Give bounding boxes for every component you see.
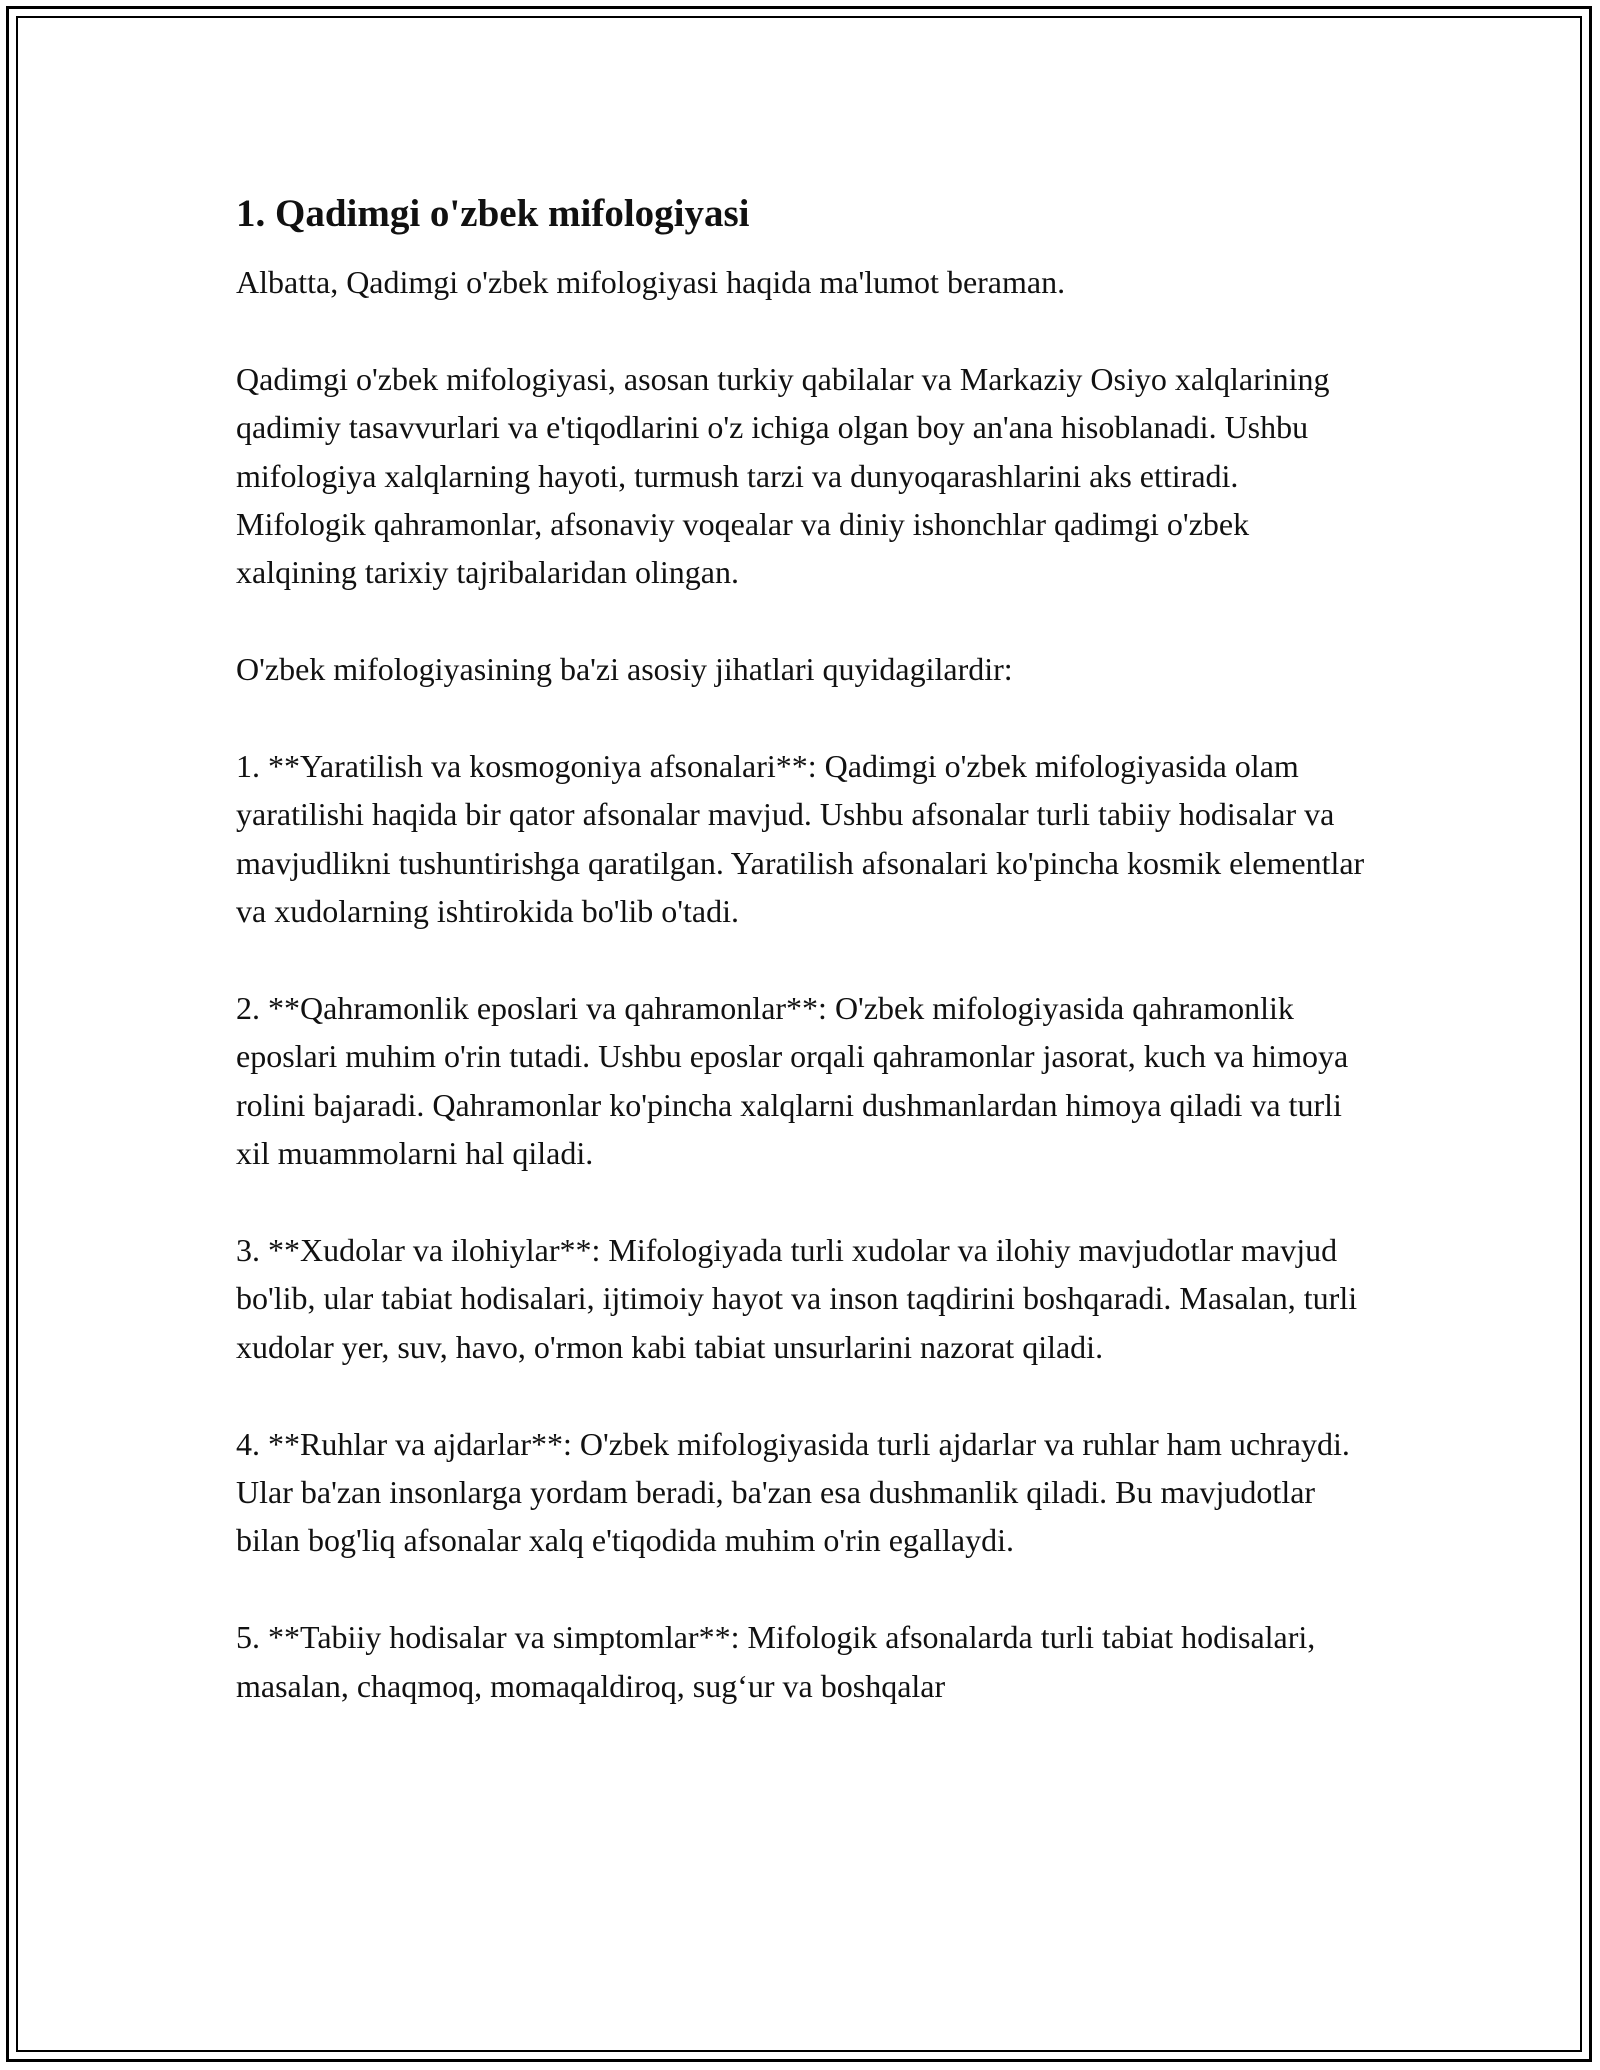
document-heading: 1. Qadimgi o'zbek mifologiyasi [236, 192, 750, 235]
aspects-lead-paragraph: O'zbek mifologiyasining ba'zi asosiy jihatlari quyidagilardir: [236, 651, 1013, 688]
list-item-natural-phenomena: 5. **Tabiiy hodisalar va simptomlar**: Mifologik afsonalarda turli tabiat hodisalari, masalan, chaqmoq, momaqaldiroq, sug‘ur va boshqalar [236, 1619, 1316, 1704]
list-item-heroic-epics: 2. **Qahramonlik eposlari va qahramonlar**: O'zbek mifologiyasida qahramonlik eposlari muhim o'rin tutadi. Ushbu eposlar orqali qahramonlar jasorat, kuch va himoya rolini bajaradi. Qahramonlar ko'pincha xalqlarni dushmanlardan himoya qiladi va turli xil muammolarni hal qiladi. [236, 990, 1349, 1172]
list-item-creation-myths: 1. **Yaratilish va kosmogoniya afsonalari**: Qadimgi o'zbek mifologiyasida olam yaratilishi haqida bir qator afsonalar mavjud. Ushbu afsonalar turli tabiiy hodisalar va mavjudlikni tushuntirishga qaratilgan. Yaratilish afsonalari ko'pincha kosmik elementlar va xudolarning ishtirokida bo'lib o'tadi. [236, 748, 1365, 930]
intro-paragraph: Albatta, Qadimgi o'zbek mifologiyasi haqida ma'lumot beraman. [236, 264, 1066, 300]
document-body [236, 190, 1376, 1710]
list-item-spirits-dragons: 4. **Ruhlar va ajdarlar**: O'zbek mifologiyasida turli ajdarlar va ruhlar ham uchraydi. Ular ba'zan insonlarga yordam beradi, ba'zan esa dushmanlik qiladi. Bu mavjudotlar bilan bog'liq afsonalar xalq e'tiqodida muhim o'rin egallaydi. [236, 1425, 1350, 1559]
overview-paragraph: Qadimgi o'zbek mifologiyasi, asosan turkiy qabilalar va Markaziy Osiyo xalqlarining qadimiy tasavvurlari va e'tiqodlarini o'z ichiga olgan boy an'ana hisoblanadi. Ushbu mifologiya xalqlarning hayoti, turmush tarzi va dunyoqarashlarini aks ettiradi. Mifologik qahramonlar, afsonaviy voqealar va diniy ishonchlar qadimgi o'zbek xalqining tarixiy tajribalaridan olingan. [236, 360, 1330, 591]
list-item-gods: 3. **Xudolar va ilohiylar**: Mifologiyada turli xudolar va ilohiy mavjudotlar mavjud bo'lib, ular tabiat hodisalari, ijtimoiy hayot va inson taqdirini boshqaradi. Masalan, turli xudolar yer, suv, havo, o'rmon kabi tabiat unsurlarini nazorat qiladi. [236, 1232, 1358, 1365]
